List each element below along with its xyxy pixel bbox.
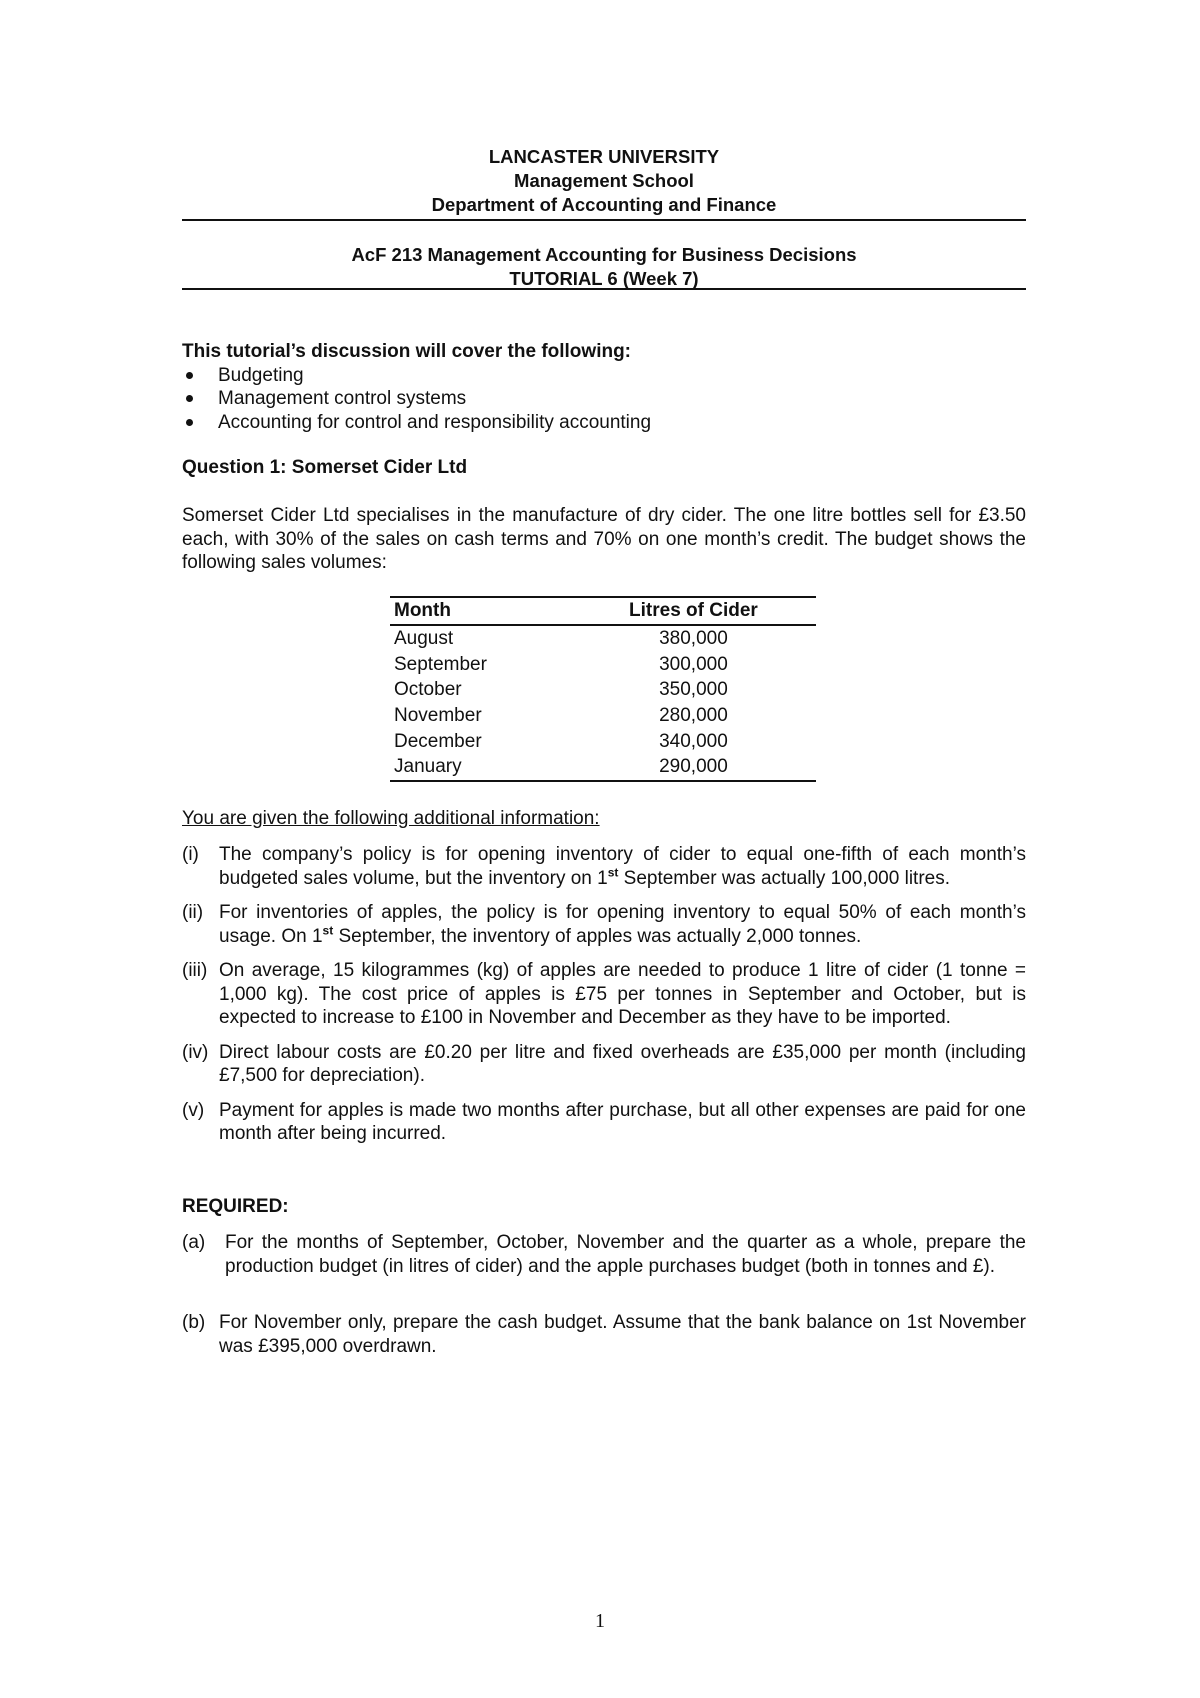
topic-list (182, 364, 1026, 435)
header-rule-top (182, 219, 1026, 221)
table-row (390, 625, 816, 652)
litres-cell: 300,000 (659, 653, 728, 675)
item-text: Direct labour costs are £0.20 per litre and fixed overheads are £35,000 per month (including £7,500 for depreciation). (219, 1041, 1026, 1086)
item-text: The company’s policy is for opening inventory of cider to equal one-fifth of each month’s budgeted sales volume, but the inventory on 1 (219, 844, 1026, 889)
required-list (182, 1231, 1026, 1358)
course-title: AcF 213 Management Accounting for Business Decisions (351, 244, 857, 265)
item-text: For the months of September, October, November and the quarter as a whole, prepare the production budget (in litres of cider) and the apple purchases budget (both in tonnes and £). (225, 1232, 1026, 1277)
item-marker: (ii) (182, 902, 204, 923)
header-rule-bottom (182, 288, 1026, 290)
item-marker: (a) (182, 1232, 206, 1253)
month-cell: January (390, 754, 571, 781)
required-heading: REQUIRED: (182, 1196, 289, 1217)
list-item (182, 364, 1026, 388)
item-marker: (v) (182, 1099, 205, 1121)
month-cell: November (394, 704, 482, 726)
litres-cell: 380,000 (659, 627, 728, 649)
table-row (390, 652, 816, 678)
item-text: Payment for apples is made two months after purchase, but all other expenses are paid for one month after being incurred. (219, 1099, 1026, 1144)
ordinal-suffix: st (607, 865, 619, 880)
list-item (182, 901, 1026, 948)
university-name: LANCASTER UNIVERSITY (488, 146, 720, 167)
month-cell: October (394, 679, 462, 701)
course-block (182, 243, 1026, 291)
list-item (182, 843, 1026, 890)
column-header-month: Month (390, 597, 571, 625)
additional-info-heading: You are given the following additional information: (182, 808, 600, 829)
table-row (390, 703, 816, 729)
item-text: On average, 15 kilogrammes (kg) of apples are needed to produce 1 litre of cider (1 tonne = 1,000 kg). The cost price of apples is £75 per tonnes in September and October, but is expected to increase to £100 in November and December as they have to be imported. (219, 960, 1026, 1028)
topic-label: Accounting for control and responsibility accounting (218, 411, 652, 433)
item-marker: (iv) (182, 1041, 209, 1063)
page-number: 1 (595, 1610, 605, 1632)
litres-cell: 350,000 (659, 679, 728, 701)
bullet-icon (186, 419, 193, 426)
item-text: For November only, prepare the cash budget. Assume that the bank balance on 1st November was £395,000 overdrawn. (219, 1312, 1026, 1357)
item-marker: (i) (182, 844, 199, 865)
table-row (390, 729, 816, 755)
school-name: Management School (514, 170, 694, 191)
bullet-icon (186, 395, 193, 402)
item-marker: (iii) (182, 960, 208, 981)
intro-section (182, 340, 1026, 434)
sales-volume-table (390, 596, 816, 782)
department-name: Department of Accounting and Finance (431, 194, 777, 215)
table-row (390, 677, 816, 703)
item-marker: (b) (182, 1312, 206, 1333)
item-text-tail: September was actually 100,000 litres. (618, 867, 950, 889)
list-item (182, 411, 1026, 435)
column-header-litres: Litres of Cider (571, 597, 816, 625)
bullet-icon (186, 372, 193, 379)
litres-cell: 290,000 (571, 754, 816, 781)
list-item (182, 387, 1026, 411)
document-header (182, 145, 1026, 217)
intro-lead: This tutorial’s discussion will cover the following: (182, 341, 632, 362)
month-cell: August (394, 627, 454, 649)
question-text: Somerset Cider Ltd specialises in the manufacture of dry cider. The one litre bottles sell for £3.50 each, with 30% of the sales on cash terms and 70% on one month’s credit. The budget shows the following sales volumes: (182, 505, 1026, 573)
table-header-row (390, 597, 816, 625)
list-item (182, 1231, 1026, 1278)
list-item (182, 1041, 1026, 1088)
list-item (182, 1099, 1026, 1146)
ordinal-suffix: st (322, 923, 334, 938)
tutorial-title: TUTORIAL 6 (Week 7) (509, 268, 699, 289)
list-item (182, 1311, 1026, 1358)
litres-cell: 340,000 (659, 730, 728, 752)
litres-cell: 280,000 (659, 704, 728, 726)
list-item (182, 959, 1026, 1030)
question-title: Question 1: Somerset Cider Ltd (182, 457, 468, 478)
additional-info-list (182, 843, 1026, 1157)
item-text: For inventories of apples, the policy is for opening inventory to equal 50% of each month’s usage. On 1 (219, 902, 1026, 947)
topic-label: Management control systems (218, 388, 467, 409)
item-text-tail: September, the inventory of apples was actually 2,000 tonnes. (333, 925, 862, 947)
month-cell: September (394, 653, 487, 675)
topic-label: Budgeting (218, 364, 304, 386)
month-cell: December (394, 730, 482, 752)
table-row (390, 754, 816, 781)
